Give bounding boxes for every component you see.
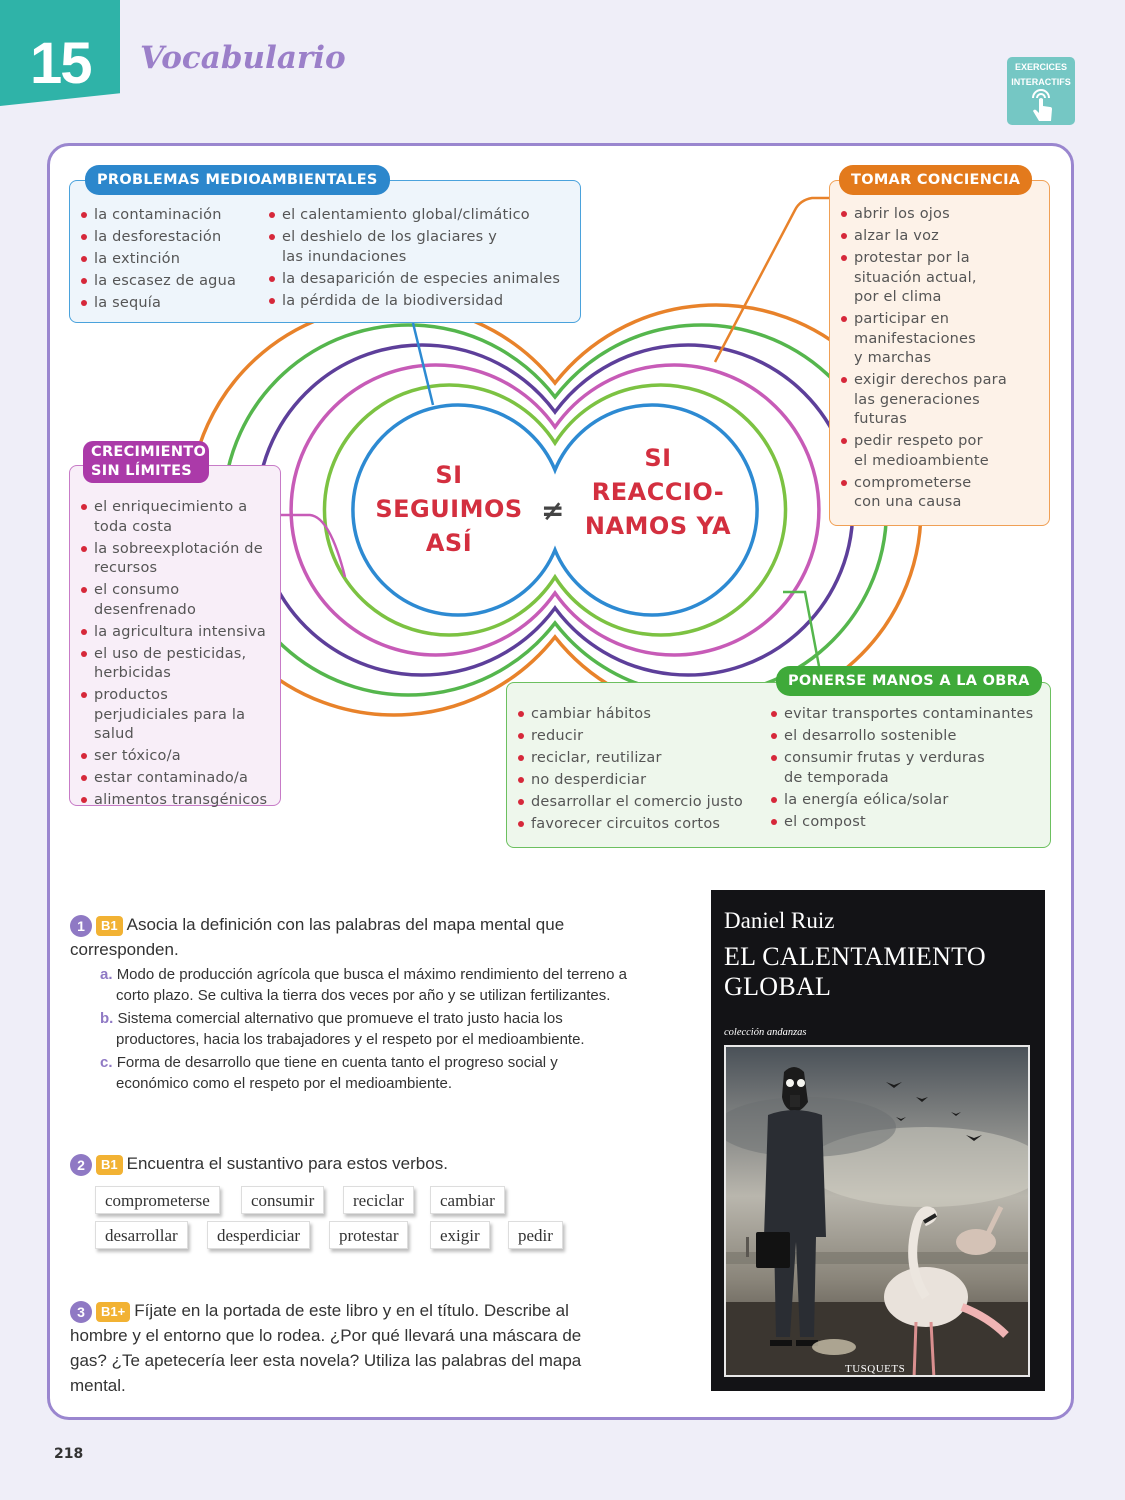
activity-1-item-c (70, 1052, 610, 1094)
item-letter: a. (100, 966, 113, 983)
list-item: exigir derechos para las generaciones futuras (840, 371, 1010, 430)
section-title: Vocabulario (140, 40, 346, 76)
list-item: desarrollar el comercio justo (517, 793, 767, 813)
cover-scene-image (726, 1047, 1030, 1377)
word-card: desarrollar (95, 1221, 188, 1249)
activity-number: 2 (70, 1154, 92, 1176)
word-card: reciclar (343, 1186, 414, 1214)
list-item: la sobreexplotación de recursos (80, 540, 265, 579)
list-item: el calentamiento global/climático (268, 206, 578, 226)
activity-number: 3 (70, 1301, 92, 1323)
list-item: reducir (517, 727, 767, 747)
level-badge: B1 (96, 916, 123, 936)
list-item: la escasez de agua (80, 272, 260, 292)
list-item: protestar por la situación actual, por el clima (840, 249, 980, 308)
list-item: favorecer circuitos cortos (517, 815, 767, 835)
list-item: el consumo desenfrenado (80, 581, 215, 620)
list-item: evitar transportes contaminantes (770, 705, 1050, 725)
activity-1-item-b (70, 1008, 630, 1050)
activity-1-heading (70, 912, 670, 962)
word-card: desperdiciar (207, 1221, 310, 1249)
item-text: Sistema comercial alternativo que promueve el trato justo hacia los productores, hacia los trabajadores y el respeto por el medioambiente. (116, 1010, 585, 1048)
list-item: la pérdida de la biodiversidad (268, 292, 578, 312)
list-item: la agricultura intensiva (80, 623, 278, 643)
item-text: Modo de producción agrícola que busca el máximo rendimiento del terreno a corto plazo. Se cultiva la tierra dos veces por año y se utilizan fertilizantes. (116, 966, 627, 1004)
level-badge: B1 (96, 1155, 123, 1175)
word-card: exigir (430, 1221, 490, 1249)
activity-2-heading (70, 1151, 670, 1176)
crecimiento-list (80, 498, 278, 813)
activity-3 (70, 1298, 590, 1398)
activity-1-item-a (70, 964, 630, 1006)
list-item: la contaminación (80, 206, 260, 226)
list-item: la desforestación (80, 228, 260, 248)
crecimiento-box (69, 465, 281, 806)
tomar-list (840, 205, 1045, 515)
ponerse-list-2 (770, 705, 1050, 835)
page-number: 218 (54, 1446, 84, 1462)
center-right-text: SI REACCIO- NAMOS YA (584, 444, 732, 540)
activity-2 (70, 1151, 670, 1176)
not-equal-sign: ≠ (541, 494, 565, 527)
list-item: ser tóxico/a (80, 747, 278, 767)
list-item: la extinción (80, 250, 260, 270)
unit-number: 15 (30, 31, 91, 96)
book-cover-illustration (724, 1045, 1030, 1377)
exercise-label-2: INTERACTIFS (1011, 77, 1071, 87)
list-item: el uso de pesticidas, herbicidas (80, 645, 255, 684)
list-item: comprometerse con una causa (840, 474, 975, 513)
list-item: participar en manifestaciones y marchas (840, 310, 980, 369)
list-item: consumir frutas y verduras de temporada (770, 749, 1000, 788)
book-title (724, 942, 986, 1002)
activity-3-heading (70, 1298, 590, 1398)
word-card: comprometerse (95, 1186, 220, 1214)
list-item: no desperdiciar (517, 771, 767, 791)
problemas-list-2 (268, 206, 578, 314)
book-cover (711, 890, 1045, 1391)
book-title-line-2: GLOBAL (724, 972, 832, 1001)
book-collection: colección andanzas (724, 1027, 807, 1038)
list-item: el deshielo de los glaciares y las inundaciones (268, 228, 498, 267)
problemas-title: PROBLEMAS MEDIOAMBIENTALES (85, 165, 390, 195)
list-item: el compost (770, 813, 1050, 833)
list-item: pedir respeto por el medioambiente (840, 432, 995, 471)
list-item: la desaparición de especies animales (268, 270, 578, 290)
list-item: productos perjudiciales para la salud (80, 686, 265, 745)
list-item: estar contaminado/a (80, 769, 278, 789)
list-item: reciclar, reutilizar (517, 749, 767, 769)
activity-1-instruction: Asocia la definición con las palabras del mapa mental que corresponden. (70, 915, 565, 959)
problemas-box (69, 180, 581, 323)
ponerse-box (506, 682, 1051, 848)
crecimiento-title: CRECIMIENTO SIN LÍMITES (83, 441, 209, 483)
list-item: la sequía (80, 294, 260, 314)
level-badge: B1+ (96, 1302, 130, 1322)
list-item: cambiar hábitos (517, 705, 767, 725)
list-item: alimentos transgénicos (80, 791, 278, 811)
list-item: el enriquecimiento a toda costa (80, 498, 250, 537)
word-card: pedir (508, 1221, 563, 1249)
activity-2-instruction: Encuentra el sustantivo para estos verbos. (126, 1154, 448, 1173)
list-item: abrir los ojos (840, 205, 1045, 225)
book-publisher: TUSQUETS (845, 1363, 906, 1375)
word-card: protestar (329, 1221, 408, 1249)
activity-3-instruction: Fíjate en la portada de este libro y en el título. Describe al hombre y el entorno que lo rodea. ¿Por qué llevará una máscara de gas? ¿Te apetecería leer esta novela? Utiliza las palabras del mapa mental. (70, 1301, 582, 1395)
ponerse-title: PONERSE MANOS A LA OBRA (776, 666, 1042, 696)
ponerse-list-1 (517, 705, 767, 837)
item-letter: c. (100, 1054, 113, 1071)
item-text: Forma de desarrollo que tiene en cuenta tanto el progreso social y económico como el respeto por el medioambiente. (116, 1054, 558, 1092)
tomar-title: TOMAR CONCIENCIA (839, 165, 1032, 195)
item-letter: b. (100, 1010, 114, 1027)
word-card: cambiar (430, 1186, 505, 1214)
activity-number: 1 (70, 915, 92, 937)
book-title-line-1: EL CALENTAMIENTO (724, 942, 986, 971)
list-item: el desarrollo sostenible (770, 727, 1050, 747)
list-item: la energía eólica/solar (770, 791, 1050, 811)
exercise-label-1: EXERCICES (1014, 62, 1067, 72)
activity-1 (70, 912, 670, 1094)
word-card: consumir (241, 1186, 324, 1214)
book-author: Daniel Ruiz (724, 908, 835, 933)
problemas-list-1 (80, 206, 260, 316)
tomar-box (829, 180, 1050, 526)
center-left-text: SI SEGUIMOS ASÍ (375, 461, 523, 557)
list-item: alzar la voz (840, 227, 1045, 247)
